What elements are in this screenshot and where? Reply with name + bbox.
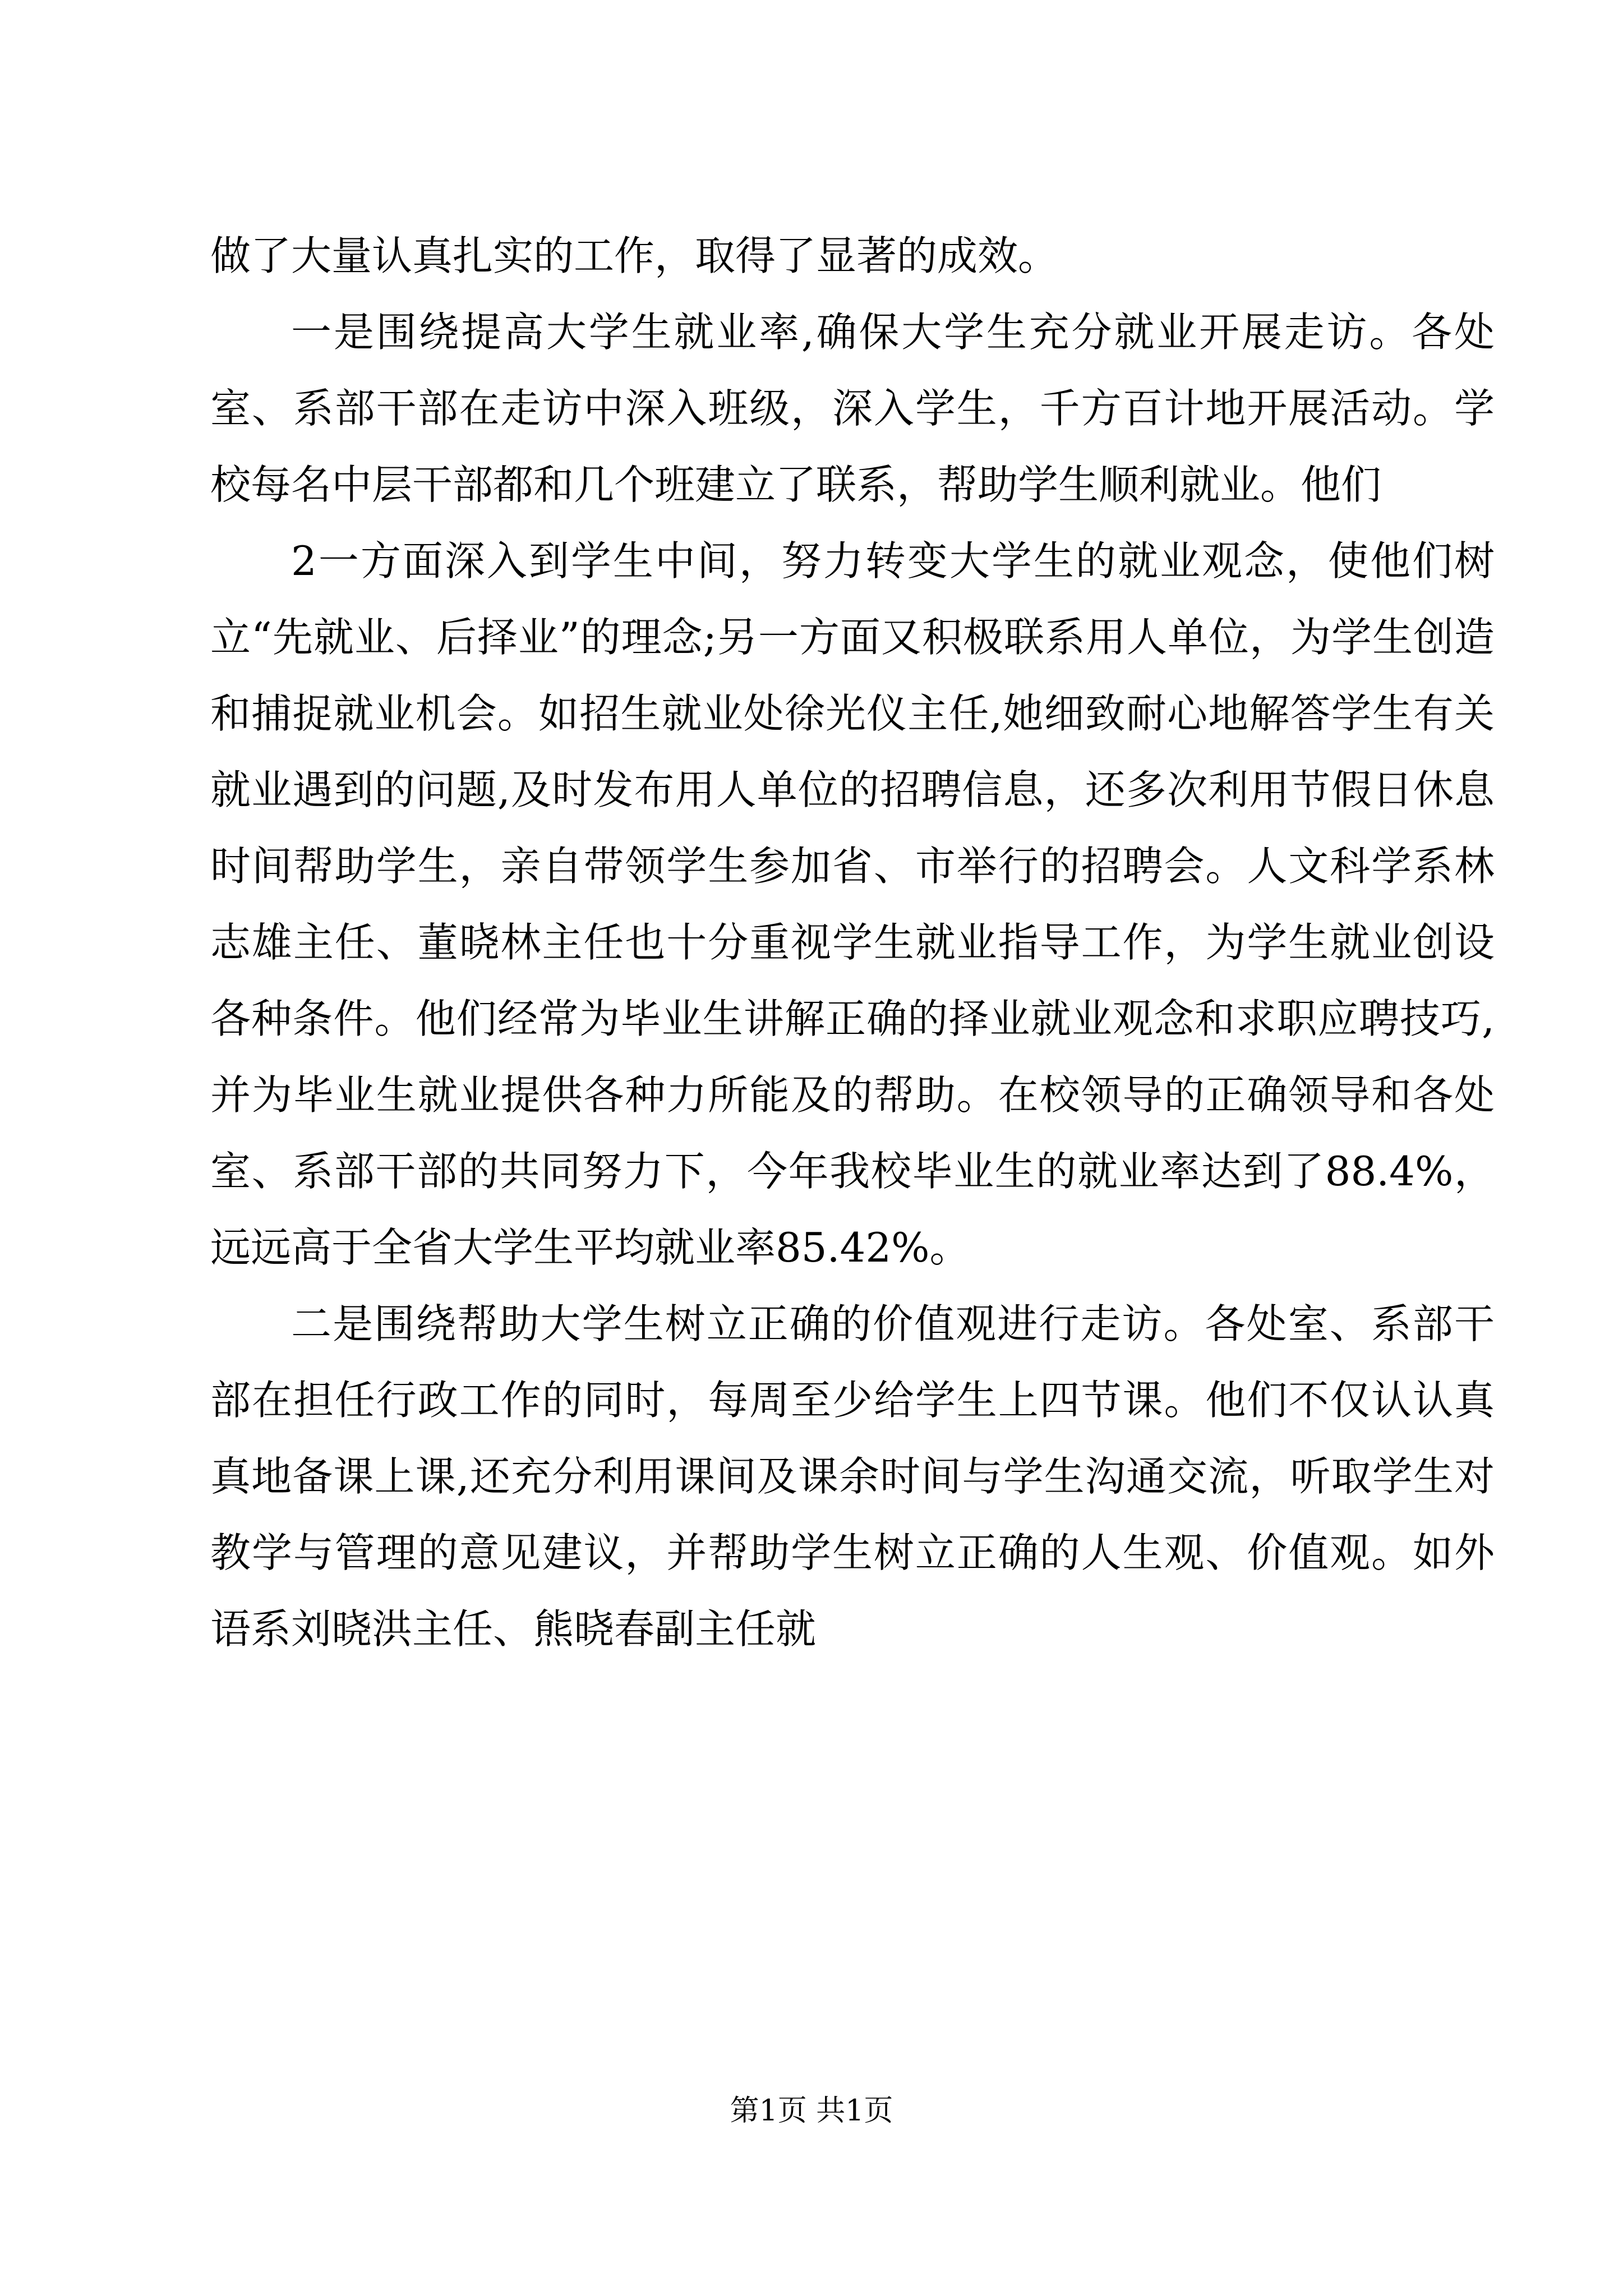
paragraph: 一是围绕提高大学生就业率,确保大学生充分就业开展走访。各处室、系部干部在走访中深入班级，深入学生，千方百计地开展活动。学校每名中层干部都和几个班建立了联系，帮助学生顺利就业。他们	[210, 309, 1495, 508]
paragraph: 2一方面深入到学生中间，努力转变大学生的就业观念，使他们树立“先就业、后择业”的理念;另一方面又积极联系用人单位，为学生创造和捕捉就业机会。如招生就业处徐光仪主任,她细致耐心地解答学生有关就业遇到的问题,及时发布用人单位的招聘信息，还多次利用节假日休息时间帮助学生，亲自带领学生参加省、市举行的招聘会。人文科学系林志雄主任、董晓林主任也十分重视学生就业指导工作，为学生就业创设各种条件。他们经常为毕业生讲解正确的择业就业观念和求职应聘技巧,并为毕业生就业提供各种力所能及的帮助。在校领导的正确领导和各处室、系部干部的共同努力下，今年我校毕业生的就业率达到了88.4%，远远高于全省大学生平均就业率85.42%。	[210, 537, 1495, 1271]
paragraph: 二是围绕帮助大学生树立正确的价值观进行走访。各处室、系部干部在担任行政工作的同时，每周至少给学生上四节课。他们不仅认认真真地备课上课,还充分利用课间及课余时间与学生沟通交流，听取学生对教学与管理的意见建议，并帮助学生树立正确的人生观、价值观。如外语系刘晓洪主任、熊晓春副主任就	[210, 1300, 1495, 1653]
page-footer: 第1页 共1页	[730, 2094, 893, 2128]
paragraph: 做了大量认真扎实的工作，取得了显著的成效。	[210, 232, 1059, 279]
document-body	[210, 218, 1495, 1667]
